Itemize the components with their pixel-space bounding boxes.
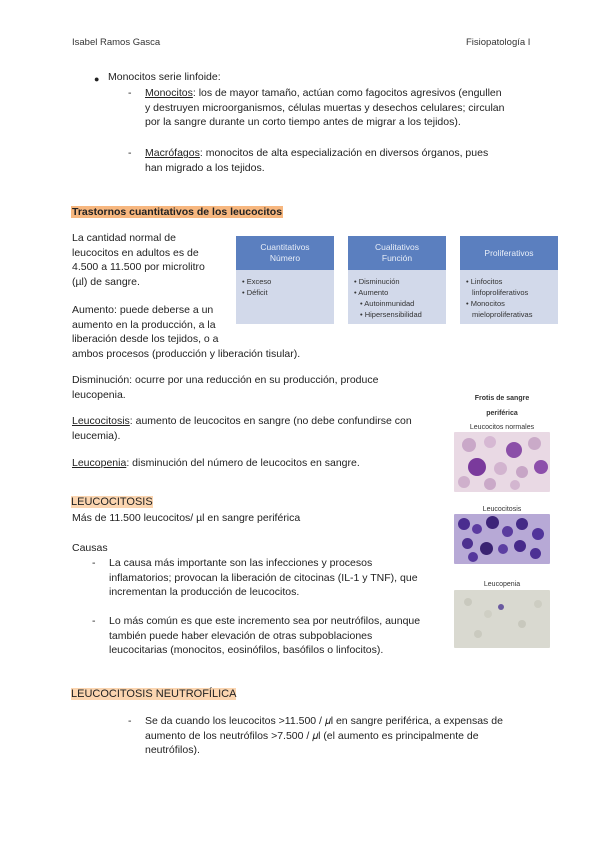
trastornos-heading: Trastornos cuantitativos de los leucocitos <box>72 206 283 218</box>
frotis-label-normal: Leucocitos normales <box>469 424 535 431</box>
disminucion-text: Disminución: ocurre por una reducción en su producción, produce leucopenia. <box>72 374 379 401</box>
causas-label: Causas <box>72 542 108 554</box>
diagram-box-items: • Disminución • Aumento • Autoinmunidad • Hipersensibilidad <box>348 270 446 324</box>
frotis-label-leucocitosis: Leucocitosis <box>482 506 522 513</box>
leucocitosis-definition: Leucocitosis: aumento de leucocitos en sangre (no debe confundirse con leucemia). <box>72 415 412 442</box>
diagram-box-items: • Linfocitos linfoproliferativos • Monocitos mieloproliferativas <box>460 270 558 324</box>
leucopenia-smear-image <box>454 590 550 648</box>
diagram-box-title: Cualitativos Función <box>348 236 446 270</box>
macrofagos-definition: Macrófagos: monocitos de alta especialización en diversos órganos, pues han migrado a los tejidos. <box>145 147 489 174</box>
neutrofilica-text: Se da cuando los leucocitos >11.500 / 𝜇l en sangre periférica, a expensas de aumento de los neutrófilos >7.500 / 𝜇l (el aumento es principalmente de neutrófilos). <box>145 715 503 756</box>
neutrofilica-heading: LEUCOCITOSIS NEUTROFÍLICA <box>71 688 237 700</box>
leucopenia-definition: Leucopenia: disminución del número de leucocitos en sangre. <box>72 457 360 469</box>
normal-smear-image <box>454 432 550 492</box>
normal-count-text: La cantidad normal de leucocitos en adultos es de 4.500 a 11.500 por microlitro (µl) de sangre. <box>72 232 205 288</box>
diagram-box-title: Cuantitativos Número <box>236 236 334 270</box>
header-subject: Fisiopatología I <box>466 37 531 48</box>
leucocitosis-heading: LEUCOCITOSIS <box>71 496 153 508</box>
frotis-title: Frotis de sangre periférica <box>474 395 530 417</box>
header-author: Isabel Ramos Gasca <box>72 37 161 48</box>
dash-icon: - <box>128 715 132 727</box>
cause-1: La causa más importante son las infecciones y procesos inflamatorios; provocan la liberación de citocinas (IL-1 y TNF), que incrementan la producción de leucocitos. <box>109 557 418 598</box>
dash-icon: - <box>128 147 132 159</box>
leucocitosis-def: Más de 11.500 leucocitos/ µl en sangre periférica <box>72 512 301 524</box>
cause-2: Lo más común es que este incremento sea por neutrófilos, aunque también puede haber elevación de otras subpoblaciones leucocitarias (monocitos, eosinófilos, basófilos o linfocitos). <box>109 615 421 656</box>
dash-icon: - <box>92 615 96 627</box>
diagram-box-items: • Exceso • Déficit <box>236 270 334 324</box>
leucocitosis-smear-image <box>454 514 550 564</box>
dash-icon: - <box>92 557 96 569</box>
bullet-icon: ● <box>94 74 100 84</box>
monocitos-definition: Monocitos: los de mayor tamaño, actúan como fagocitos agresivos (engullen y destruyen microorganismos, células muertas y desechos celulares; circulan por la sangre durante un corto tiempo antes de migrar a los tejidos). <box>145 87 505 128</box>
frotis-label-leucopenia: Leucopenia <box>483 581 521 588</box>
monocitos-bullet: Monocitos serie linfoide: <box>108 71 221 83</box>
diagram-box-title: Proliferativos <box>460 236 558 270</box>
monocitos-term: Monocitos <box>145 87 193 99</box>
macrofagos-term: Macrófagos <box>145 147 200 159</box>
dash-icon: - <box>128 87 132 99</box>
aumento-text: Aumento: puede deberse a un aumento en la producción, a la liberación desde los tejidos, o a ambos procesos (producción y liberación tisular). <box>72 304 301 360</box>
